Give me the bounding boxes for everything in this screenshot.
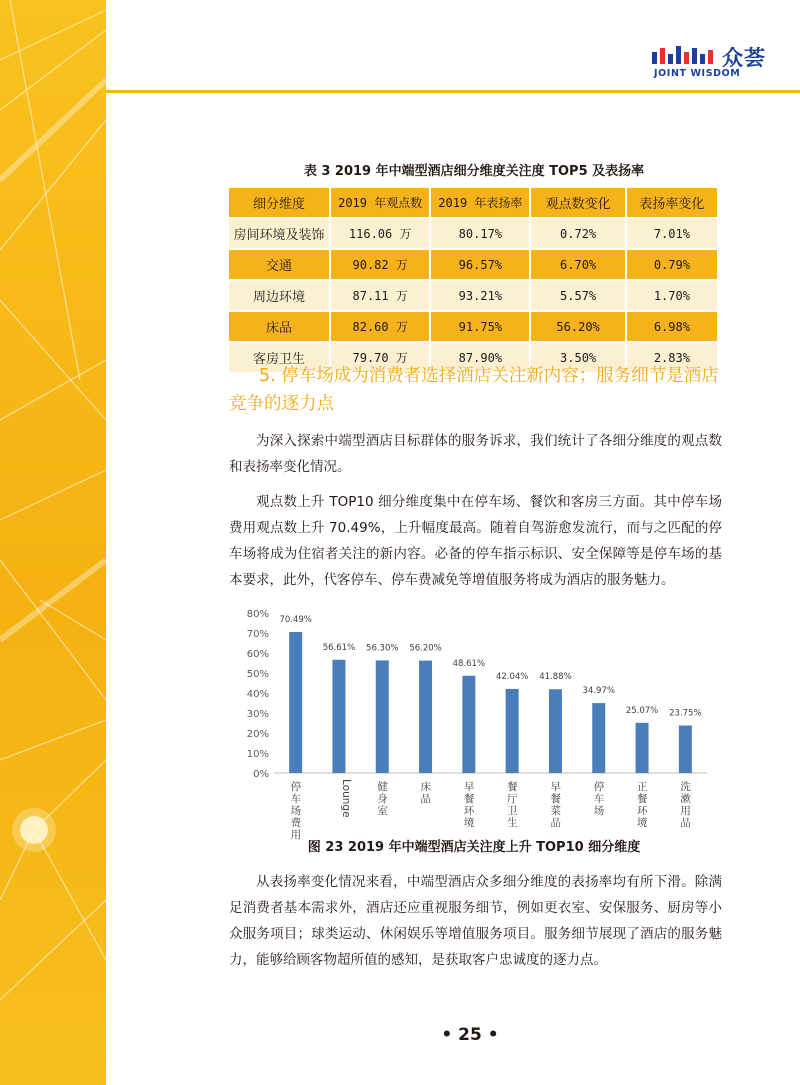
bar [376,660,389,773]
table-row [229,280,718,311]
table-header-cell: 2019 年观点数 [330,188,430,218]
table-cell: 7.01% [626,218,718,249]
bar-chart-svg [229,600,722,841]
x-tick-label: 洗漱用品 [680,781,691,829]
y-tick-label: 10% [246,749,269,760]
table-cell: 客房卫生 [229,342,330,373]
table-cell: 56.20% [530,311,625,342]
table-cell: 周边环境 [229,280,330,311]
data-label: 56.61% [322,642,356,653]
y-tick-label: 70% [246,629,269,640]
table-header-cell: 观点数变化 [530,188,625,218]
table-cell: 0.79% [626,249,718,280]
table-cell: 82.60 万 [330,311,430,342]
table-cell: 床品 [229,311,330,342]
y-tick-label: 60% [246,649,269,660]
table-header-row [229,188,718,218]
table-cell: 87.90% [430,342,530,373]
data-label: 70.49% [279,615,312,626]
table-cell: 3.50% [530,342,625,373]
data-label: 48.61% [452,658,486,669]
data-label: 56.20% [409,643,442,654]
table-cell: 90.82 万 [330,249,430,280]
x-tick-label: 正餐环境 [637,781,648,829]
bar [506,689,519,773]
table-cell: 80.17% [430,218,530,249]
data-label: 41.88% [539,672,572,683]
paragraph-praise-rate: 从表扬率变化情况来看，中端型酒店众多细分维度的表扬率均有所下滑。除满足消费者基本需求外，酒店还应重视服务细节，例如更衣室、安保服务、厨房等小众服务项目；球类运动、休闲娱乐等增值服务项目。服务细节展现了酒店的服务魅力，能够给顾客物超所值的感知，是获取客户忠诚度的逐力点。 [229,874,722,968]
x-tick-label: 停车场 [593,781,605,817]
y-tick-label: 20% [246,729,269,740]
x-tick-label: Lounge [339,779,352,818]
logo-english-text: JOINT WISDOM [654,68,741,79]
table-cell: 0.72% [530,218,625,249]
table-cell: 5.57% [530,280,625,311]
table-cell: 交通 [229,249,330,280]
logo-bars-icon [652,46,718,68]
table-row [229,311,718,342]
y-tick-label: 50% [246,669,269,680]
bar [679,726,692,774]
data-table [229,188,719,374]
y-tick-label: 0% [253,769,269,780]
data-label: 42.04% [495,671,529,682]
joint-wisdom-logo [652,42,772,82]
table-cell: 116.06 万 [330,218,430,249]
logo-chinese-text: 众荟 [722,46,766,70]
bar [289,632,302,773]
header-rule [106,90,800,93]
bar [462,676,475,773]
section-heading: 5. 停车场成为消费者选择酒店关注新内容；服务细节是酒店竞争的逐力点 [229,366,719,414]
table-cell: 79.70 万 [330,342,430,373]
bar [636,723,649,773]
y-tick-label: 30% [246,709,269,720]
table-cell: 96.57% [430,249,530,280]
y-tick-label: 40% [246,689,269,700]
paragraph-intro: 为深入探索中端型酒店目标群体的服务诉求，我们统计了各细分维度的观点数和表扬率变化情况。 [229,433,722,475]
data-label: 25.07% [625,705,659,716]
table-row [229,249,718,280]
network-pattern-graphic [0,0,106,1085]
table-cell: 房间环境及装饰 [229,218,330,249]
chart-caption: 图 23 2019 年中端型酒店关注度上升 TOP10 细分维度 [307,840,641,855]
table-cell: 91.75% [430,311,530,342]
bar [592,703,605,773]
bar [419,661,432,773]
x-tick-label: 床品 [420,781,432,805]
table-cell: 87.11 万 [330,280,430,311]
x-tick-label: 健身室 [377,781,388,817]
y-tick-label: 80% [246,609,269,620]
table-header-cell: 细分维度 [229,188,330,218]
table-cell: 1.70% [626,280,718,311]
table-header-cell: 2019 年表扬率 [430,188,530,218]
data-label: 56.30% [366,643,399,654]
bar-chart [229,600,722,841]
x-tick-label: 早餐菜品 [550,781,561,829]
bar [549,689,562,773]
table-cell: 6.98% [626,311,718,342]
table-cell: 2.83% [626,342,718,373]
table-cell: 6.70% [530,249,625,280]
data-label: 34.97% [582,686,615,697]
x-tick-label: 停车场费用 [290,781,302,841]
table-cell: 93.21% [430,280,530,311]
table-header-cell: 表扬率变化 [626,188,718,218]
table-row [229,218,718,249]
x-tick-label: 早餐环境 [463,781,475,829]
page-number: • 25 • [441,1025,499,1045]
bar [332,660,345,773]
decorative-side-band [0,0,106,1085]
x-tick-label: 餐厅卫生 [507,781,518,829]
data-label: 23.75% [669,708,702,719]
paragraph-parking: 观点数上升 TOP10 细分维度集中在停车场、餐饮和客房三方面。其中停车场费用观点数上升 70.49%，上升幅度最高。随着自驾游愈发流行，而与之匹配的停车场将成为住宿者关注的新内容。必备的停车指示标识、安全保障等是停车场的基本要求，此外，代客停车、停车费减免等增值服务将成为酒店的服务魅力。 [229,494,722,588]
table-caption: 表 3 2019 年中端型酒店细分维度关注度 TOP5 及表扬率 [303,164,645,179]
